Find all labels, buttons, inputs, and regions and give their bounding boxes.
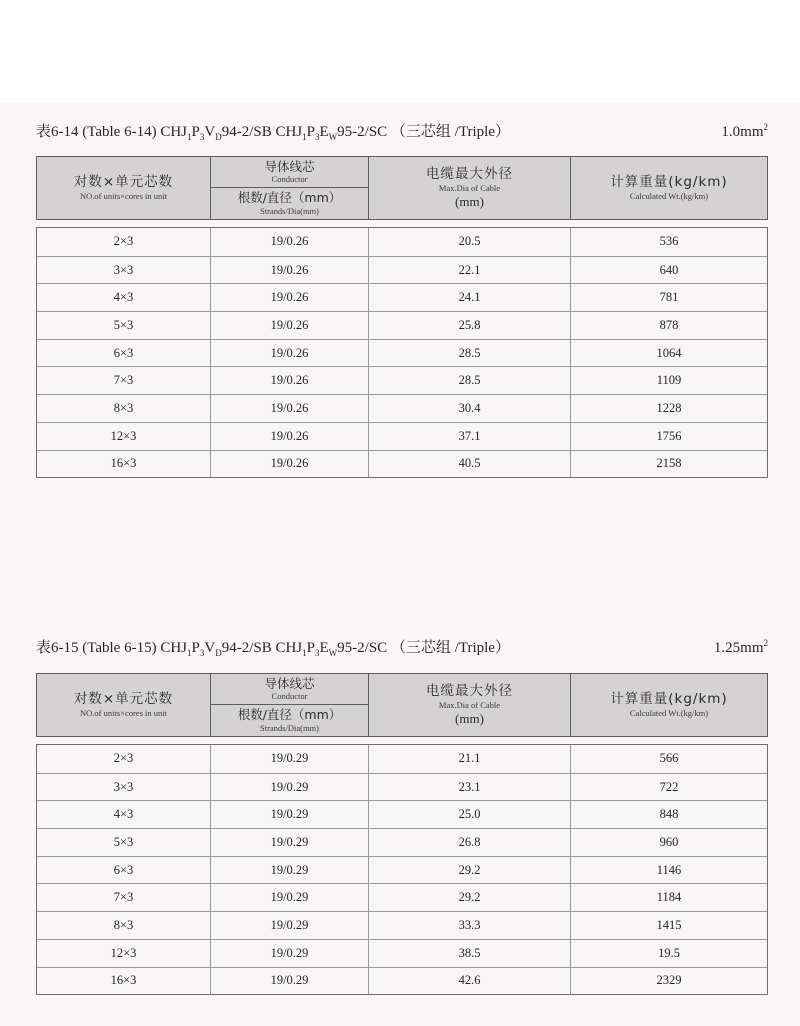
header-weight-en: Calculated Wt.(kg/km) [629, 707, 709, 718]
table-cell: 536 [659, 234, 679, 249]
table-row [37, 339, 767, 367]
table-cell: 19/0.26 [211, 284, 369, 311]
table-cell: 1146 [656, 862, 682, 877]
table-cell: 19/0.29 [211, 940, 369, 967]
table-row [37, 883, 767, 911]
table-cell: 1228 [656, 400, 682, 415]
table-cell: 2×3 [37, 745, 211, 773]
header-col-pairs-zh: 对数×单元芯数 [73, 174, 174, 191]
table-cell: 25.0 [369, 801, 571, 828]
table-row [37, 828, 767, 856]
table-cell: 7×3 [37, 884, 211, 911]
table-cell: 1756 [656, 428, 682, 443]
table-cell: 29.2 [369, 884, 571, 911]
table-cell: 26.8 [369, 829, 571, 856]
table-cell: 16×3 [37, 968, 211, 995]
table-row [37, 967, 767, 995]
table-6-14-size-label: $1.0mm^2$ [721, 122, 768, 140]
table-cell: 30.4 [369, 395, 571, 422]
table-row [37, 911, 767, 939]
table-row [37, 745, 767, 773]
header-conductor-zh: 导体线芯 [264, 675, 315, 691]
table-6-15-caption [36, 636, 768, 656]
table-cell: 722 [659, 779, 679, 794]
table-cell: 2×3 [37, 228, 211, 256]
table-6-14-header [36, 156, 768, 220]
table-row [37, 256, 767, 284]
table-cell: 640 [659, 262, 679, 277]
header-max-dia-en: Max.Dia of Cable [438, 700, 501, 711]
table-row [37, 800, 767, 828]
table-cell: 12×3 [37, 940, 211, 967]
table-row [37, 394, 767, 422]
table-cell: 19/0.29 [211, 884, 369, 911]
table-cell: 1109 [656, 373, 682, 388]
header-conductor-top [211, 674, 368, 705]
table-cell: 19/0.26 [211, 367, 369, 394]
table-cell: 28.5 [369, 340, 571, 367]
table-cell: 21.1 [369, 745, 571, 773]
table-cell: 8×3 [37, 395, 211, 422]
header-strands-zh: 根数/直径（mm） [237, 707, 342, 723]
table-cell: 960 [659, 834, 679, 849]
table-cell: 8×3 [37, 912, 211, 939]
table-cell: 19/0.26 [211, 228, 369, 256]
table-cell: 19/0.29 [211, 857, 369, 884]
table-cell: 2158 [656, 456, 682, 471]
table-cell: 1415 [656, 917, 682, 932]
header-col-conductor [211, 157, 369, 219]
table-row [37, 856, 767, 884]
table-cell: 19/0.26 [211, 257, 369, 284]
header-max-dia-en: Max.Dia of Cable [438, 183, 501, 194]
header-strands-en: Strands/Dia(mm) [259, 205, 320, 216]
header-col-pairs-en: NO.of units×cores in unit [80, 707, 167, 718]
header-col-pairs-zh: 对数×单元芯数 [73, 691, 174, 708]
table-row [37, 450, 767, 478]
table-cell: 19/0.29 [211, 801, 369, 828]
table-6-14-body [36, 227, 768, 478]
header-max-dia-zh: 电缆最大外径 [426, 166, 513, 183]
table-cell: 20.5 [369, 228, 571, 256]
header-max-dia-unit: (mm) [455, 711, 484, 727]
header-conductor-top [211, 157, 368, 188]
table-row [37, 366, 767, 394]
table-cell: 33.3 [369, 912, 571, 939]
table-6-15-size-label: $1.25mm^2$ [713, 638, 768, 656]
table-cell: 19/0.29 [211, 912, 369, 939]
table-cell: 1064 [656, 345, 682, 360]
table-cell: 19/0.26 [211, 395, 369, 422]
header-col-pairs [37, 157, 211, 219]
table-cell: 40.5 [369, 451, 571, 478]
table-cell: 566 [659, 751, 679, 766]
table-cell: 19/0.29 [211, 774, 369, 801]
table-6-14-caption [36, 120, 768, 140]
table-cell: 25.8 [369, 312, 571, 339]
table-cell: 3×3 [37, 774, 211, 801]
table-cell: 19/0.26 [211, 423, 369, 450]
header-conductor-zh: 导体线芯 [264, 158, 315, 174]
header-max-dia-zh: 电缆最大外径 [426, 683, 513, 700]
table-cell: 2329 [656, 973, 682, 988]
header-max-dia-unit: (mm) [455, 194, 484, 210]
header-weight-en: Calculated Wt.(kg/km) [629, 190, 709, 201]
table-cell: 3×3 [37, 257, 211, 284]
header-strands-en: Strands/Dia(mm) [259, 722, 320, 733]
header-col-pairs-en: NO.of units×cores in unit [80, 190, 167, 201]
table-cell: 6×3 [37, 340, 211, 367]
table-cell: 7×3 [37, 367, 211, 394]
table-row [37, 283, 767, 311]
table-cell: 19/0.26 [211, 451, 369, 478]
table-cell: 28.5 [369, 367, 571, 394]
table-cell: 19/0.26 [211, 312, 369, 339]
header-col-pairs [37, 674, 211, 736]
header-weight-zh: 计算重量(kg/km) [610, 691, 728, 708]
table-cell: 878 [659, 317, 679, 332]
header-col-weight [571, 157, 767, 219]
table-cell: 781 [659, 290, 679, 305]
header-weight-zh: 计算重量(kg/km) [610, 174, 728, 191]
header-conductor-en: Conductor [271, 174, 308, 185]
table-6-15-header [36, 673, 768, 737]
table-cell: 24.1 [369, 284, 571, 311]
table-cell: 848 [659, 807, 679, 822]
header-strands-bottom [211, 188, 368, 219]
header-strands-bottom [211, 705, 368, 736]
header-col-max-dia [369, 674, 571, 736]
table-row [37, 422, 767, 450]
table-cell: 16×3 [37, 451, 211, 478]
table-cell: 4×3 [37, 801, 211, 828]
table-cell: 19.5 [658, 945, 680, 960]
header-conductor-en: Conductor [271, 691, 308, 702]
table-cell: 29.2 [369, 857, 571, 884]
table-cell: 38.5 [369, 940, 571, 967]
table-cell: 19/0.29 [211, 968, 369, 995]
table-cell: 19/0.26 [211, 340, 369, 367]
table-cell: 1184 [656, 890, 682, 905]
table-cell: 12×3 [37, 423, 211, 450]
table-row [37, 773, 767, 801]
table-cell: 23.1 [369, 774, 571, 801]
header-col-conductor [211, 674, 369, 736]
table-cell: 5×3 [37, 829, 211, 856]
table-cell: 19/0.29 [211, 745, 369, 773]
header-col-max-dia [369, 157, 571, 219]
table-cell: 6×3 [37, 857, 211, 884]
header-col-weight [571, 674, 767, 736]
table-row [37, 311, 767, 339]
table-cell: 5×3 [37, 312, 211, 339]
table-cell: 37.1 [369, 423, 571, 450]
table-cell: 4×3 [37, 284, 211, 311]
table-row [37, 228, 767, 256]
table-6-14-title: 表6-14 (Table 6-14) $CHJ_1P_3V_D94-2/SB$ $CHJ_1P_3E_W95-2/SC$ （三芯组 /Triple） [36, 124, 510, 142]
header-strands-zh: 根数/直径（mm） [237, 190, 342, 206]
table-cell: 19/0.29 [211, 829, 369, 856]
table-6-15-title: 表6-15 (Table 6-15) $CHJ_1P_3V_D94-2/SB$ $CHJ_1P_3E_W95-2/SC$ （三芯组 /Triple） [36, 640, 510, 658]
table-6-15-body [36, 744, 768, 995]
table-cell: 42.6 [369, 968, 571, 995]
table-row [37, 939, 767, 967]
table-cell: 22.1 [369, 257, 571, 284]
